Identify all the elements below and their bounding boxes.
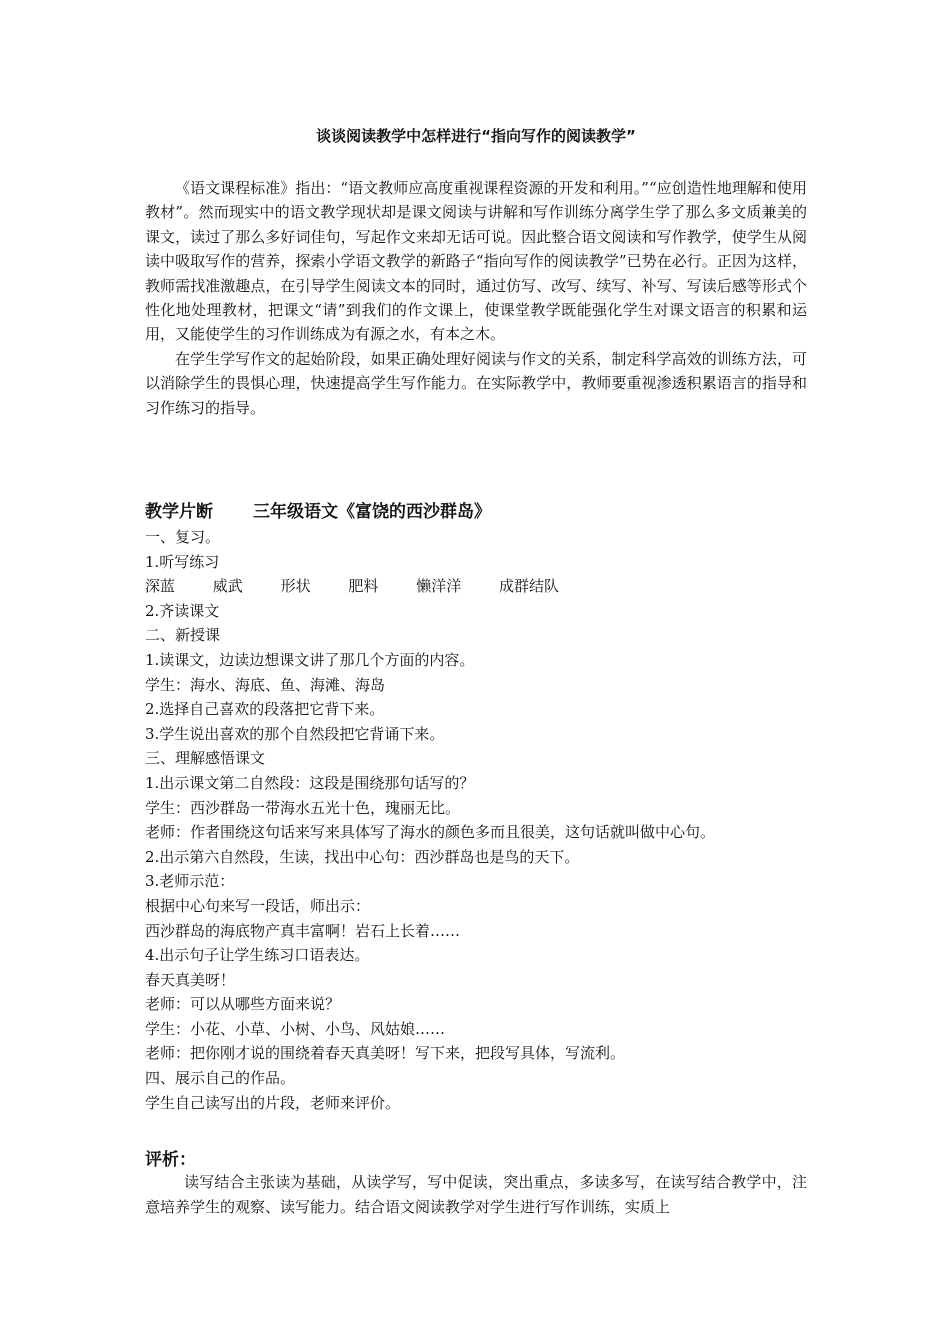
segment-label: 教学片断 xyxy=(145,502,213,522)
dictation-word: 形状 xyxy=(280,577,311,596)
step-line: 二、新授课 xyxy=(145,626,221,645)
lesson-steps xyxy=(145,525,807,1115)
lesson-title: 三年级语文《富饶的西沙群岛》 xyxy=(253,502,491,522)
step-line: 2.选择自己喜欢的段落把它背下来。 xyxy=(145,700,385,719)
document-title: 谈谈阅读教学中怎样进行“指向写作的阅读教学” xyxy=(316,127,636,145)
step-line: 2.出示第六自然段，生读，找出中心句：西沙群岛也是鸟的天下。 xyxy=(145,847,580,866)
intro-section xyxy=(145,176,807,420)
evaluation-paragraph: 读写结合主张读为基础，从读学写，写中促读，突出重点，多读多写，在读写结合教学中，注意培养学生的观察、读写能力。结合语文阅读教学对学生进行写作训练，实质上 xyxy=(145,1173,807,1216)
step-line: 3.老师示范： xyxy=(145,872,235,891)
step-line: 1.出示课文第二自然段：这段是围绕那句话写的？ xyxy=(145,773,475,792)
intro-paragraph-1: 《语文课程标准》指出：“语文教师应高度重视课程资源的开发和利用。”“应创造性地理解和使用教材”。然而现实中的语文教学现状却是课文阅读与讲解和写作训练分离学生学了那么多文质兼美的课文，读过了那么多好词佳句，写起作文来却无话可说。因此整合语文阅读和写作教学，使学生从阅读中吸取写作的营养，探索小学语文教学的新路子“指向写作的阅读教学”已势在必行。正因为这样，教师需找准激趣点，在引导学生阅读文本的同时，通过仿写、改写、续写、补写、写读后感等形式个性化地处理教材，把课文“请”到我们的作文课上，使课堂教学既能强化学生对课文语言的积累和运用，又能使学生的习作训练成为有源之水，有本之木。 xyxy=(145,179,807,344)
dictation-word: 肥料 xyxy=(348,577,379,596)
step-line: 春天真美呀！ xyxy=(145,970,236,989)
dictation-word: 深蓝 xyxy=(145,577,176,596)
step-line: 西沙群岛的海底物产真丰富啊！岩石上长着…… xyxy=(145,921,461,940)
step-line: 学生：西沙群岛一带海水五光十色，瑰丽无比。 xyxy=(145,798,461,817)
step-line: 四、展示自己的作品。 xyxy=(145,1069,296,1088)
evaluation-heading: 评析： xyxy=(145,1150,196,1170)
step-line: 老师：把你刚才说的围绕着春天真美呀！写下来，把段写具体，写流利。 xyxy=(145,1044,626,1063)
dictation-word: 成群结队 xyxy=(498,577,559,596)
step-line: 一、复习。 xyxy=(145,528,221,546)
step-line: 老师：可以从哪些方面来说？ xyxy=(145,995,341,1014)
evaluation-body xyxy=(145,1170,807,1220)
step-line: 根据中心句来写一段话，师出示： xyxy=(145,896,371,915)
step-line: 学生：小花、小草、小树、小鸟、风姑娘…… xyxy=(145,1019,446,1038)
step-line: 三、理解感悟课文 xyxy=(145,749,266,768)
step-line: 1.听写练习 xyxy=(145,552,220,571)
step-line: 3.学生说出喜欢的那个自然段把它背诵下来。 xyxy=(145,724,445,743)
step-line: 学生：海水、海底、鱼、海滩、海岛 xyxy=(145,675,386,694)
step-line: 1.读课文，边读边想课文讲了那几个方面的内容。 xyxy=(145,650,475,669)
step-line: 学生自己读写出的片段，老师来评价。 xyxy=(145,1093,401,1112)
dictation-words xyxy=(145,574,807,599)
dictation-word: 威武 xyxy=(212,577,243,596)
step-line: 老师：作者围绕这句话来写来具体写了海水的颜色多而且很美，这句话就叫做中心句。 xyxy=(145,823,716,842)
step-line: 2.齐读课文 xyxy=(145,601,220,620)
intro-paragraph-2: 在学生学写作文的起始阶段，如果正确处理好阅读与作文的关系，制定科学高效的训练方法，可以消除学生的畏惧心理，快速提高学生写作能力。在实际教学中，教师要重视渗透积累语言的指导和习作练习的指导。 xyxy=(145,349,807,417)
dictation-word: 懒洋洋 xyxy=(416,577,462,596)
step-line: 4.出示句子让学生练习口语表达。 xyxy=(145,946,370,965)
teaching-segment-heading xyxy=(145,500,491,524)
